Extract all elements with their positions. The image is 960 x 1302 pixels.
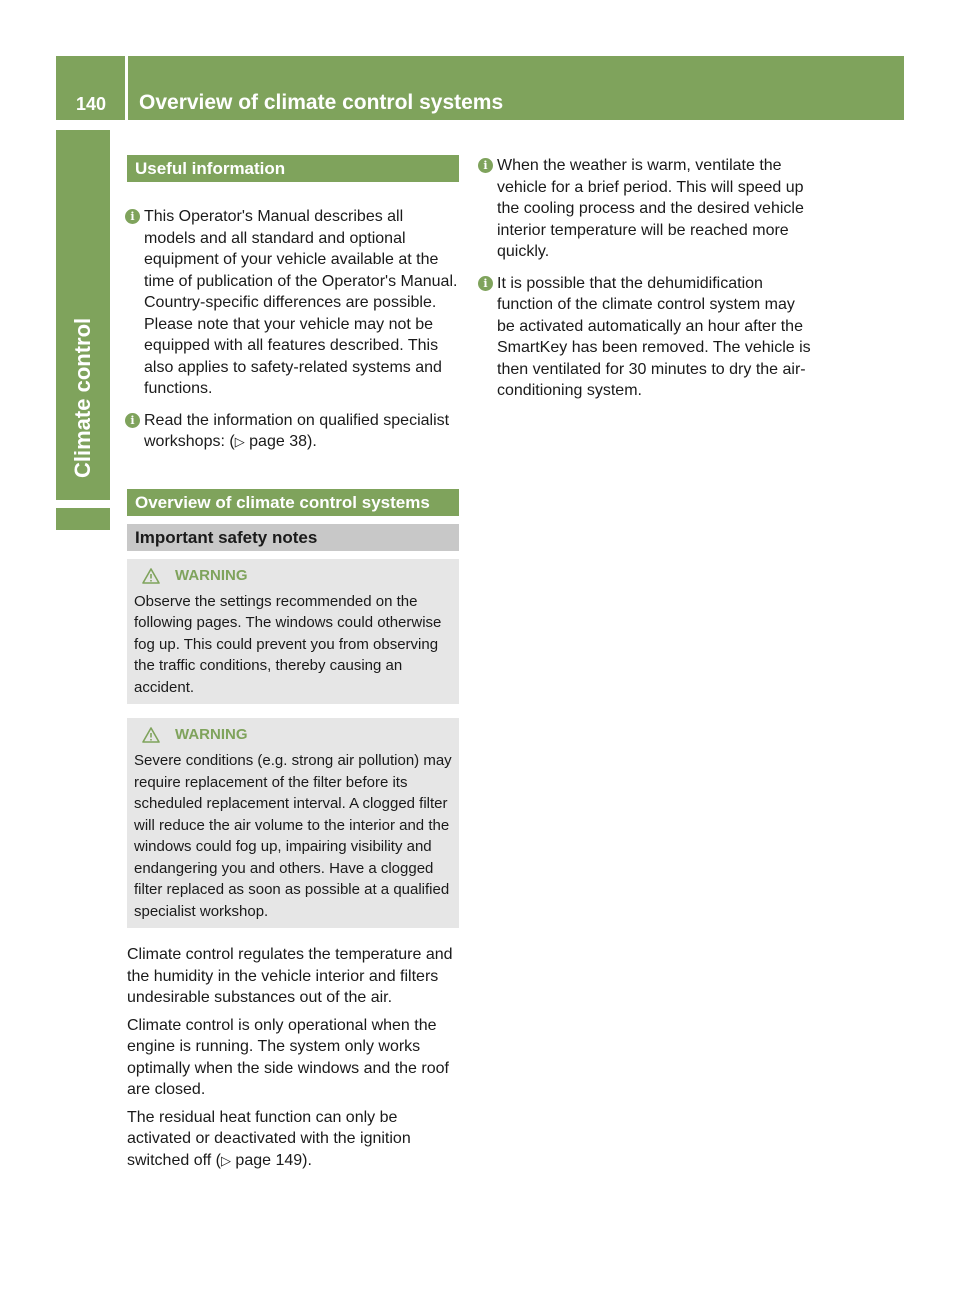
side-tab-label: Climate control	[70, 317, 95, 478]
warning-text: Observe the settings recommended on the following pages. The windows could otherwise fog up. This could prevent you from observing the traffic conditions, thereby causing an accident.	[134, 592, 442, 696]
right-column	[480, 155, 813, 412]
info-text: This Operator's Manual describes all models and all standard and optional equipment of your vehicle available at the time of publication of the Operator's Manual. Country-specific differences are possible. Please note that your vehicle may not be equipped with all features described. This also applies to safety-related systems and functions.	[144, 208, 458, 397]
info-text-pre: Read the information on qualified specialist workshops: (	[144, 411, 450, 450]
info-icon: i	[125, 413, 140, 428]
warning-triangle-icon	[142, 727, 160, 743]
page-ref-link[interactable]: page 149).	[230, 1151, 312, 1169]
warning-label: WARNING	[175, 726, 248, 744]
warning-header	[134, 565, 452, 587]
warning-text: Severe conditions (e.g. strong air pollution) may require replacement of the filter before its scheduled replacement interval. A clogged filter will reduce the air volume to the interior and the windows could fog up, impairing visibility and endangering you and others. Have a clogged filter replaced as soon as possible at a qualified specialist workshop.	[134, 752, 452, 920]
info-text: It is possible that the dehumidification function of the climate control system may be activated automatically an hour after the SmartKey has been removed. The vehicle is then ventilated for 30 minutes to dry the air-conditioning system.	[497, 274, 811, 399]
warning-triangle-icon	[142, 568, 160, 584]
info-note	[127, 410, 459, 453]
info-text: When the weather is warm, ventilate the vehicle for a brief period. This will speed up the cooling process and the desired vehicle interior temperature will be reached more quickly.	[497, 157, 804, 260]
page-ref-arrow-icon: ▷	[234, 434, 245, 449]
page-ref-link[interactable]: page 38).	[244, 433, 317, 450]
left-column	[127, 155, 459, 1177]
body-paragraph	[127, 1107, 459, 1172]
info-note	[480, 273, 813, 402]
info-note	[127, 206, 459, 400]
info-icon: i	[125, 209, 140, 224]
para-text-pre: The residual heat function can only be activated or deactivated with the ignition switched off (	[127, 1108, 411, 1169]
warning-header	[134, 724, 452, 746]
info-icon: i	[478, 276, 493, 291]
safety-notes-subheading: Important safety notes	[127, 524, 459, 551]
useful-information-heading: Useful information	[127, 155, 459, 182]
body-paragraph: Climate control is only operational when the engine is running. The system only works optimally when the side windows and the roof are closed.	[127, 1016, 449, 1098]
side-block	[56, 508, 110, 530]
warning-box	[127, 718, 459, 928]
overview-section-heading: Overview of climate control systems	[127, 489, 459, 516]
page-ref-arrow-icon: ▷	[220, 1152, 231, 1168]
page-number: 140	[75, 94, 107, 114]
page-title: Overview of climate control systems	[139, 91, 504, 114]
body-paragraph: Climate control regulates the temperature and the humidity in the vehicle interior and filters undesirable substances out of the air.	[127, 946, 453, 1006]
warning-label: WARNING	[175, 566, 248, 584]
info-icon: i	[478, 158, 493, 173]
info-note	[480, 155, 813, 263]
warning-box	[127, 559, 459, 705]
